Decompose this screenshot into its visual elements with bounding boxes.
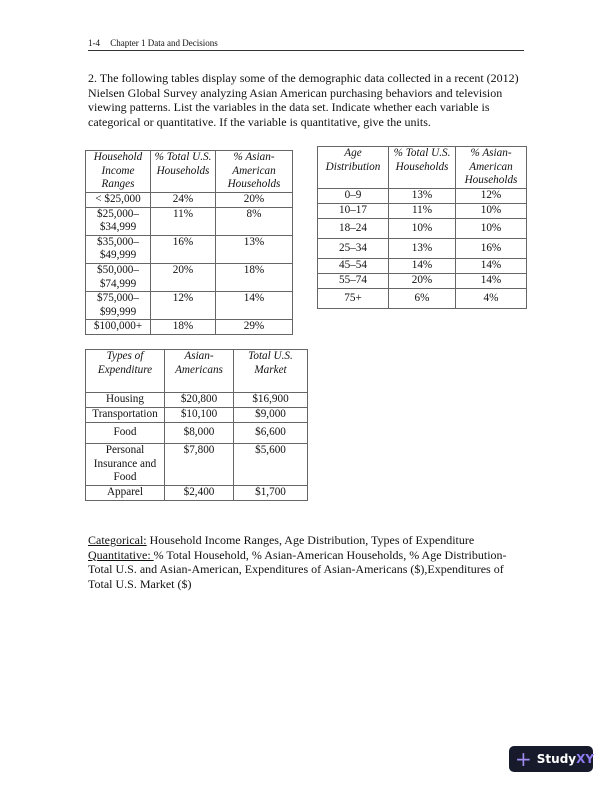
table-header-row	[318, 147, 527, 189]
table-row	[86, 235, 293, 263]
cell: 8%	[216, 207, 293, 235]
table-row	[86, 444, 308, 486]
table-row	[318, 289, 527, 309]
cell: $9,000	[234, 408, 308, 423]
cell: 18%	[216, 263, 293, 291]
cell: 45–54	[318, 259, 389, 274]
table-row	[86, 423, 308, 444]
column-header: % Asian-American Households	[456, 147, 527, 189]
cell: 10–17	[318, 204, 389, 219]
cell: 20%	[216, 193, 293, 208]
cell: 13%	[389, 189, 456, 204]
cell: Transportation	[86, 408, 165, 423]
cell: 14%	[456, 274, 527, 289]
cell: 11%	[151, 207, 216, 235]
cell: $1,700	[234, 486, 308, 501]
cell: 13%	[389, 239, 456, 259]
table-row	[318, 259, 527, 274]
table-row	[86, 207, 293, 235]
table-row	[86, 193, 293, 208]
table-row	[86, 393, 308, 408]
cell: 10%	[389, 219, 456, 239]
quantitative-label: Quantitative:	[88, 547, 154, 562]
cell: 14%	[456, 259, 527, 274]
quantitative-line	[88, 548, 528, 592]
cell: 13%	[216, 235, 293, 263]
table-row	[86, 292, 293, 320]
table-row	[86, 486, 308, 501]
cell: 14%	[216, 292, 293, 320]
cell: Food	[86, 423, 165, 444]
cell: $100,000+	[86, 320, 151, 335]
table-row	[86, 320, 293, 335]
cell: 55–74	[318, 274, 389, 289]
cell: 14%	[389, 259, 456, 274]
cell: 25–34	[318, 239, 389, 259]
cell: 18%	[151, 320, 216, 335]
cell: $5,600	[234, 444, 308, 486]
cell: 12%	[456, 189, 527, 204]
cell: $16,900	[234, 393, 308, 408]
cell: 0–9	[318, 189, 389, 204]
table-header-row	[86, 151, 293, 193]
categorical-label: Categorical:	[88, 533, 147, 547]
categorical-text: Household Income Ranges, Age Distribution, Types of Expenditure	[146, 533, 475, 547]
table-row	[86, 408, 308, 423]
cell: 20%	[151, 263, 216, 291]
cell: < $25,000	[86, 193, 151, 208]
table-header-row	[86, 350, 308, 393]
cell: 18–24	[318, 219, 389, 239]
cell: $20,800	[165, 393, 234, 408]
cell: $35,000–$49,999	[86, 235, 151, 263]
income-table	[85, 150, 293, 335]
table-row	[318, 189, 527, 204]
column-header: Types of Expenditure	[86, 350, 165, 393]
running-head	[88, 38, 524, 51]
expenditure-table	[85, 349, 308, 501]
cell: 16%	[151, 235, 216, 263]
cell: 11%	[389, 204, 456, 219]
cell: $75,000–$99,999	[86, 292, 151, 320]
cell: 12%	[151, 292, 216, 320]
cell: 16%	[456, 239, 527, 259]
cell: 29%	[216, 320, 293, 335]
brand-study: Study	[536, 752, 577, 766]
column-header: Age Distribution	[318, 147, 389, 189]
cell: $6,600	[234, 423, 308, 444]
cell: $8,000	[165, 423, 234, 444]
cell: 10%	[456, 219, 527, 239]
cell: $25,000–$34,999	[86, 207, 151, 235]
column-header: Total U.S. Market	[234, 350, 308, 393]
cell: $10,100	[165, 408, 234, 423]
cell: $50,000–$74,999	[86, 263, 151, 291]
cell: $2,400	[165, 486, 234, 501]
table-row	[318, 219, 527, 239]
cell: Personal Insurance and Food	[86, 444, 165, 486]
quantitative-text: % Total Household, % Asian-American Households, % Age Distribution-Total U.S. and Asian-American, Expenditures of Asian-Americans ($),Expenditures of Total U.S. Market ($)	[88, 547, 507, 591]
cell: 75+	[318, 289, 389, 309]
table-row	[86, 263, 293, 291]
cell: 20%	[389, 274, 456, 289]
cell: 4%	[456, 289, 527, 309]
studyxy-badge[interactable]	[509, 746, 593, 772]
cell: Housing	[86, 393, 165, 408]
plus-icon: +	[515, 747, 532, 771]
table-row	[318, 274, 527, 289]
brand-xy: XY	[576, 752, 595, 766]
column-header: % Total U.S. Households	[151, 151, 216, 193]
column-header: % Asian-American Households	[216, 151, 293, 193]
cell: 6%	[389, 289, 456, 309]
cell: $7,800	[165, 444, 234, 486]
answer-block	[88, 533, 528, 591]
chapter-title: Chapter 1 Data and Decisions	[110, 38, 218, 48]
question-text: 2. The following tables display some of the demographic data collected in a recent (2012) Nielsen Global Survey analyzing Asian American purchasing behaviors and television viewing patterns. List the variables in the data set. Indicate whether each variable is categorical or quantitative. If the variable is quantitative, give the units.	[88, 71, 519, 129]
table-row	[318, 204, 527, 219]
column-header: Asian-Americans	[165, 350, 234, 393]
page-number: 1-4	[88, 38, 100, 48]
age-table	[317, 146, 527, 309]
cell: 24%	[151, 193, 216, 208]
column-header: Household Income Ranges	[86, 151, 151, 193]
cell: Apparel	[86, 486, 165, 501]
categorical-line	[88, 533, 528, 548]
cell: 10%	[456, 204, 527, 219]
table-row	[318, 239, 527, 259]
column-header: % Total U.S. Households	[389, 147, 456, 189]
